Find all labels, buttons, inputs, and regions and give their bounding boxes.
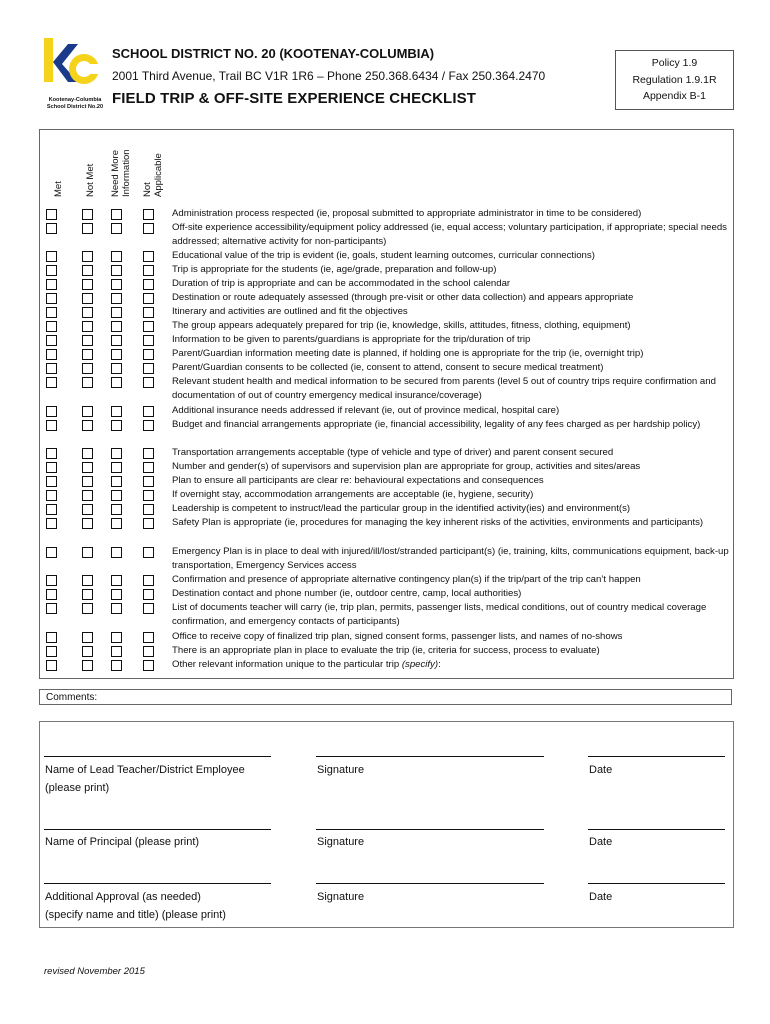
checkbox-not-applicable[interactable] [143,589,154,600]
checkbox-need-more-info[interactable] [111,589,122,600]
checkbox-not-met[interactable] [82,575,93,586]
checklist-item-text [172,658,732,672]
checkbox-need-more-info[interactable] [111,251,122,262]
checkbox-met[interactable] [46,307,57,318]
district-title: SCHOOL DISTRICT NO. 20 (KOOTENAY-COLUMBIA) [112,46,435,61]
lead-teacher-name-label: Name of Lead Teacher/District Employee [45,764,245,776]
checkbox-not-met[interactable] [82,462,93,473]
checkbox-not-applicable[interactable] [143,575,154,586]
checklist-item-text: Plan to ensure all participants are clear re: behavioural expectations and consequences [172,475,544,486]
last-item-text: Other relevant information unique to the particular trip [172,659,402,670]
checkbox-need-more-info[interactable] [111,293,122,304]
checkbox-not-met[interactable] [82,223,93,234]
column-header-need-more-info: Need More Information [110,149,132,197]
checklist-item-text: List of documents teacher will carry (ie, trip plan, permits, passenger lists, medical conditions, out of country medical coverage confirmation, and emergency contacts of participants) [172,602,707,628]
checklist-item-text: Confirmation and presence of appropriate alternative contingency plan(s) if the trip/part of the trip can’t happen [172,574,641,585]
checkbox-need-more-info[interactable] [111,377,122,388]
checklist-item-text: There is an appropriate plan in place to evaluate the trip (ie, criteria for success, process to evaluate) [172,645,600,656]
form-title: FIELD TRIP & OFF-SITE EXPERIENCE CHECKLIST [112,90,476,107]
checkbox-not-met[interactable] [82,349,93,360]
checkbox-not-applicable[interactable] [143,293,154,304]
appendix-number: Appendix B-1 [642,90,707,102]
checkbox-need-more-info[interactable] [111,363,122,374]
checkbox-not-applicable[interactable] [143,504,154,515]
checkbox-not-applicable[interactable] [143,321,154,332]
checklist-item-text: Destination or route adequately assessed (through pre-visit or other data collection) and appears appropriate [172,292,634,303]
checkbox-not-met[interactable] [82,660,93,671]
checklist-item-text: Safety Plan is appropriate (ie, procedures for managing the key inherent risks of the activities, environments and participants) [172,517,704,528]
checkbox-met[interactable] [46,420,57,431]
checkbox-met[interactable] [46,504,57,515]
lead-teacher-name-label-2: (please print) [45,782,110,794]
checklist-item-text: Number and gender(s) of supervisors and supervision plan are appropriate for group, activities and sites/areas [172,461,641,472]
checkbox-need-more-info[interactable] [111,420,122,431]
checkbox-need-more-info[interactable] [111,462,122,473]
checklist-item-text: Educational value of the trip is evident (ie, goals, student learning outcomes, curricular connections) [172,250,595,261]
checkbox-not-met[interactable] [82,646,93,657]
checkbox-not-met[interactable] [82,279,93,290]
checkbox-met[interactable] [46,632,57,643]
checkbox-need-more-info[interactable] [111,504,122,515]
checklist-item-text: Parent/Guardian information meeting date is planned, if holding one is appropriate for the trip (ie, overnight trip) [172,348,644,359]
checkbox-need-more-info[interactable] [111,547,122,558]
checkbox-met[interactable] [46,575,57,586]
checkbox-met[interactable] [46,518,57,529]
checkbox-met[interactable] [46,321,57,332]
checkbox-not-applicable[interactable] [143,660,154,671]
checklist-item-text: Leadership is competent to instruct/lead the particular group in the identified activity(ies) and environment(s) [172,503,631,514]
logo-text-line-1: Kootenay-Columbia [48,97,102,103]
checkbox-need-more-info[interactable] [111,603,122,614]
checklist-item-text: Itinerary and activities are outlined and fit the objectives [172,306,408,317]
checklist-item-text: If overnight stay, accommodation arrangements are acceptable (ie, hygiene, security) [172,489,534,500]
checkbox-need-more-info[interactable] [111,279,122,290]
additional-approval-label: Additional Approval (as needed) [45,891,201,903]
checkbox-not-met[interactable] [82,335,93,346]
checkbox-not-applicable[interactable] [143,349,154,360]
checkbox-not-applicable[interactable] [143,335,154,346]
checkbox-met[interactable] [46,589,57,600]
checkbox-need-more-info[interactable] [111,476,122,487]
checkbox-met[interactable] [46,476,57,487]
checkbox-met[interactable] [46,646,57,657]
checkbox-not-met[interactable] [82,420,93,431]
checkbox-not-met[interactable] [82,209,93,220]
checkbox-met[interactable] [46,279,57,290]
signature-line-lead-teacher[interactable] [316,756,544,757]
checkbox-not-applicable[interactable] [143,279,154,290]
checkbox-need-more-info[interactable] [111,490,122,501]
checkbox-not-met[interactable] [82,265,93,276]
checkbox-need-more-info[interactable] [111,575,122,586]
checkbox-not-met[interactable] [82,547,93,558]
checkbox-met[interactable] [46,660,57,671]
checklist-item-text: Duration of trip is appropriate and can be accommodated in the school calendar [172,278,511,289]
checkbox-not-applicable[interactable] [143,603,154,614]
checkbox-met[interactable] [46,377,57,388]
logo-text [40,97,110,110]
policy-reference-box [615,50,734,110]
checkbox-met[interactable] [46,335,57,346]
additional-approval-signature-label: Signature [317,891,365,903]
checkbox-met[interactable] [46,363,57,374]
principal-name-label: Name of Principal (please print) [45,836,200,848]
checkbox-need-more-info[interactable] [111,660,122,671]
checklist-item-text: Destination contact and phone number (ie, outdoor centre, camp, local authorities) [172,588,522,599]
checkbox-met[interactable] [46,406,57,417]
checkbox-met[interactable] [46,462,57,473]
checkbox-not-met[interactable] [82,377,93,388]
checkbox-not-applicable[interactable] [143,377,154,388]
checkbox-need-more-info[interactable] [111,448,122,459]
signature-line-principal[interactable] [316,829,544,830]
kc-logo-icon [42,36,102,96]
date-line-lead-teacher[interactable] [588,756,725,757]
checkbox-met[interactable] [46,251,57,262]
checkbox-not-applicable[interactable] [143,265,154,276]
checkbox-not-met[interactable] [82,476,93,487]
column-header-met: Met [53,181,64,197]
checkbox-not-met[interactable] [82,406,93,417]
checkbox-not-met[interactable] [82,589,93,600]
additional-approval-date-label: Date [589,891,613,903]
checklist-item-text: Emergency Plan is in place to deal with injured/ill/lost/stranded participant(s) (ie, training, kilts, communications equipment, back-up transportation, Emergency Services access [172,546,729,572]
checkbox-not-applicable[interactable] [143,490,154,501]
checkbox-not-met[interactable] [82,363,93,374]
checkbox-not-met[interactable] [82,251,93,262]
last-item-colon: : [438,659,441,670]
comments-box[interactable] [39,689,732,705]
checkbox-not-applicable[interactable] [143,307,154,318]
checkbox-not-met[interactable] [82,321,93,332]
checklist-item-text: Budget and financial arrangements appropriate (ie, financial accessibility, legality of any fees charged as per hardship policy) [172,419,701,430]
checkbox-need-more-info[interactable] [111,209,122,220]
checkbox-met[interactable] [46,603,57,614]
checkbox-met[interactable] [46,265,57,276]
checkbox-met[interactable] [46,223,57,234]
checkbox-not-met[interactable] [82,293,93,304]
checkbox-met[interactable] [46,448,57,459]
checkbox-need-more-info[interactable] [111,223,122,234]
date-line-principal[interactable] [588,829,725,830]
name-line-additional-approval[interactable] [44,883,271,884]
checkbox-need-more-info[interactable] [111,632,122,643]
checkbox-not-applicable[interactable] [143,632,154,643]
checklist-item-text: Additional insurance needs addressed if relevant (ie, out of province medical, hospital care) [172,405,560,416]
checklist-item-text: Parent/Guardian consents to be collected (ie, consent to attend, consent to secure medical treatment) [172,362,604,373]
checkbox-not-met[interactable] [82,490,93,501]
regulation-number: Regulation 1.9.1R [632,74,717,86]
checkbox-not-met[interactable] [82,603,93,614]
checklist-item-text: The group appears adequately prepared for trip (ie, knowledge, skills, attitudes, fitness, clothing, equipment) [172,320,631,331]
checkbox-not-applicable[interactable] [143,476,154,487]
checkbox-met[interactable] [46,349,57,360]
checkbox-not-applicable[interactable] [143,406,154,417]
checkbox-need-more-info[interactable] [111,518,122,529]
name-line-lead-teacher[interactable] [44,756,271,757]
checkbox-met[interactable] [46,209,57,220]
column-header-not-met: Not Met [85,163,96,197]
checklist-item-text: Off-site experience accessibility/equipment policy addressed (ie, equal access; voluntary participation, if appropriate; special needs addressed; alternative activity for non-participants) [172,222,727,248]
checkbox-need-more-info[interactable] [111,646,122,657]
checkbox-need-more-info[interactable] [111,349,122,360]
checkbox-met[interactable] [46,547,57,558]
checkbox-need-more-info[interactable] [111,265,122,276]
checklist-item-text: Administration process respected (ie, proposal submitted to appropriate administrator in time to be considered) [172,208,642,219]
checkbox-not-applicable[interactable] [143,646,154,657]
checkbox-not-applicable[interactable] [143,209,154,220]
checklist-item-text: Information to be given to parents/guardians is appropriate for the trip/duration of trip [172,334,531,345]
checkbox-not-applicable[interactable] [143,448,154,459]
checkbox-need-more-info[interactable] [111,321,122,332]
revision-date: revised November 2015 [44,966,145,977]
signature-line-additional-approval[interactable] [316,883,544,884]
checklist-item-text: Office to receive copy of finalized trip plan, signed consent forms, passenger lists, and names of no-shows [172,631,623,642]
checkbox-not-applicable[interactable] [143,547,154,558]
date-line-additional-approval[interactable] [588,883,725,884]
last-item-specify: (specify) [401,659,439,670]
checkbox-not-met[interactable] [82,504,93,515]
checkbox-not-met[interactable] [82,632,93,643]
checkbox-met[interactable] [46,490,57,501]
checkbox-not-met[interactable] [82,448,93,459]
checkbox-not-applicable[interactable] [143,363,154,374]
checklist-item-text: Relevant student health and medical information to be secured from parents (level 5 out of country trips require confirmation and documentation of out of country emergency medical insurance/coverage) [172,376,716,402]
checkbox-need-more-info[interactable] [111,335,122,346]
policy-number: Policy 1.9 [651,57,698,69]
logo-text-line-2: School District No.20 [46,103,104,110]
checkbox-not-applicable[interactable] [143,518,154,529]
checkbox-not-met[interactable] [82,307,93,318]
checkbox-not-applicable[interactable] [143,251,154,262]
checkbox-met[interactable] [46,293,57,304]
checkbox-not-applicable[interactable] [143,223,154,234]
checklist-item-text: Transportation arrangements acceptable (type of vehicle and type of driver) and parent consent secured [172,447,614,458]
name-line-principal[interactable] [44,829,271,830]
checkbox-not-applicable[interactable] [143,462,154,473]
lead-teacher-date-label: Date [589,764,613,776]
checkbox-not-met[interactable] [82,518,93,529]
principal-date-label: Date [589,836,613,848]
additional-approval-label-2: (specify name and title) (please print) [45,909,226,921]
checkbox-need-more-info[interactable] [111,406,122,417]
checkbox-not-applicable[interactable] [143,420,154,431]
checkbox-need-more-info[interactable] [111,307,122,318]
checklist-item-text: Trip is appropriate for the students (ie, age/grade, preparation and follow-up) [172,264,497,275]
district-address: 2001 Third Avenue, Trail BC V1R 1R6 – Phone 250.368.6434 / Fax 250.364.2470 [112,69,546,83]
lead-teacher-signature-label: Signature [317,764,365,776]
column-header-not-applicable: Not Applicable [142,153,164,197]
comments-label: Comments: [46,692,98,703]
principal-signature-label: Signature [317,836,365,848]
